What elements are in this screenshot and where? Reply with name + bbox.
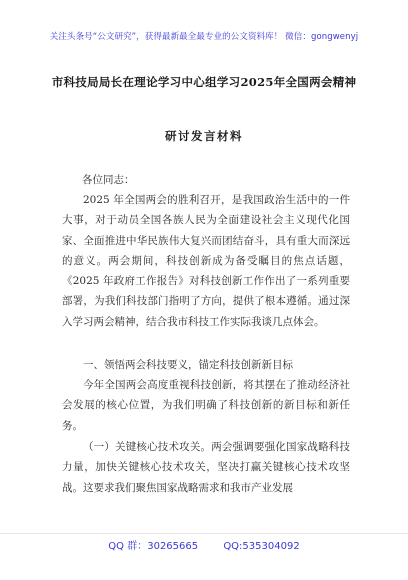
document-subtitle: 研讨发言材料 bbox=[165, 129, 243, 143]
qq-contact-link[interactable]: QQ:535304092 bbox=[223, 541, 300, 552]
paragraph-text: （一）关键核心技术攻关。两会强调要强化国家战略科技力量，加快关键核心技术攻关，坚决打赢关键核心技术攻坚战。这要求我们聚焦国家战略需求和我市产业发展 bbox=[62, 441, 350, 494]
intro-paragraph bbox=[62, 190, 350, 332]
header-banner[interactable]: 关注头条号“公文研究”，获得最新最全最专业的公文资料库！ 微信：gongwenyj bbox=[49, 32, 359, 42]
footer-divider bbox=[0, 533, 408, 534]
paragraph-text: 今年全国两会高度重视科技创新，将其摆在了推动经济社会发展的核心位置，为我们明确了科技创新的新目标和新任务。 bbox=[62, 379, 350, 432]
footer bbox=[0, 537, 408, 552]
body-paragraph bbox=[62, 375, 350, 436]
salutation: 各位同志： bbox=[82, 174, 135, 186]
body-paragraph bbox=[62, 437, 350, 498]
document-title: 市科技局局长在理论学习中心组学习2025年全国两会精神 bbox=[51, 75, 357, 89]
paragraph-text: 2025 年全国两会的胜利召开，是我国政治生活中的一件大事，对于动员全国各族人民为全面建设社会主义现代化国家、全面推进中华民族伟大复兴而团结奋斗，具有重大而深远的意义。两会期间，科技创新成为备受瞩目的焦点话题，《2025 年政府工作报告》对科技创新工作作出了一系列重要部署，为我们科技部门指明了方向，提供了根本遵循。通过深入学习两会精神，结合我市科技工作实际我谈几点体会。 bbox=[62, 194, 350, 328]
qq-group-link[interactable]: QQ 群：30265665 bbox=[108, 541, 199, 552]
heading-text: 一、领悟两会科技要义，锚定科技创新新目标 bbox=[83, 359, 293, 371]
section-heading bbox=[62, 355, 350, 375]
